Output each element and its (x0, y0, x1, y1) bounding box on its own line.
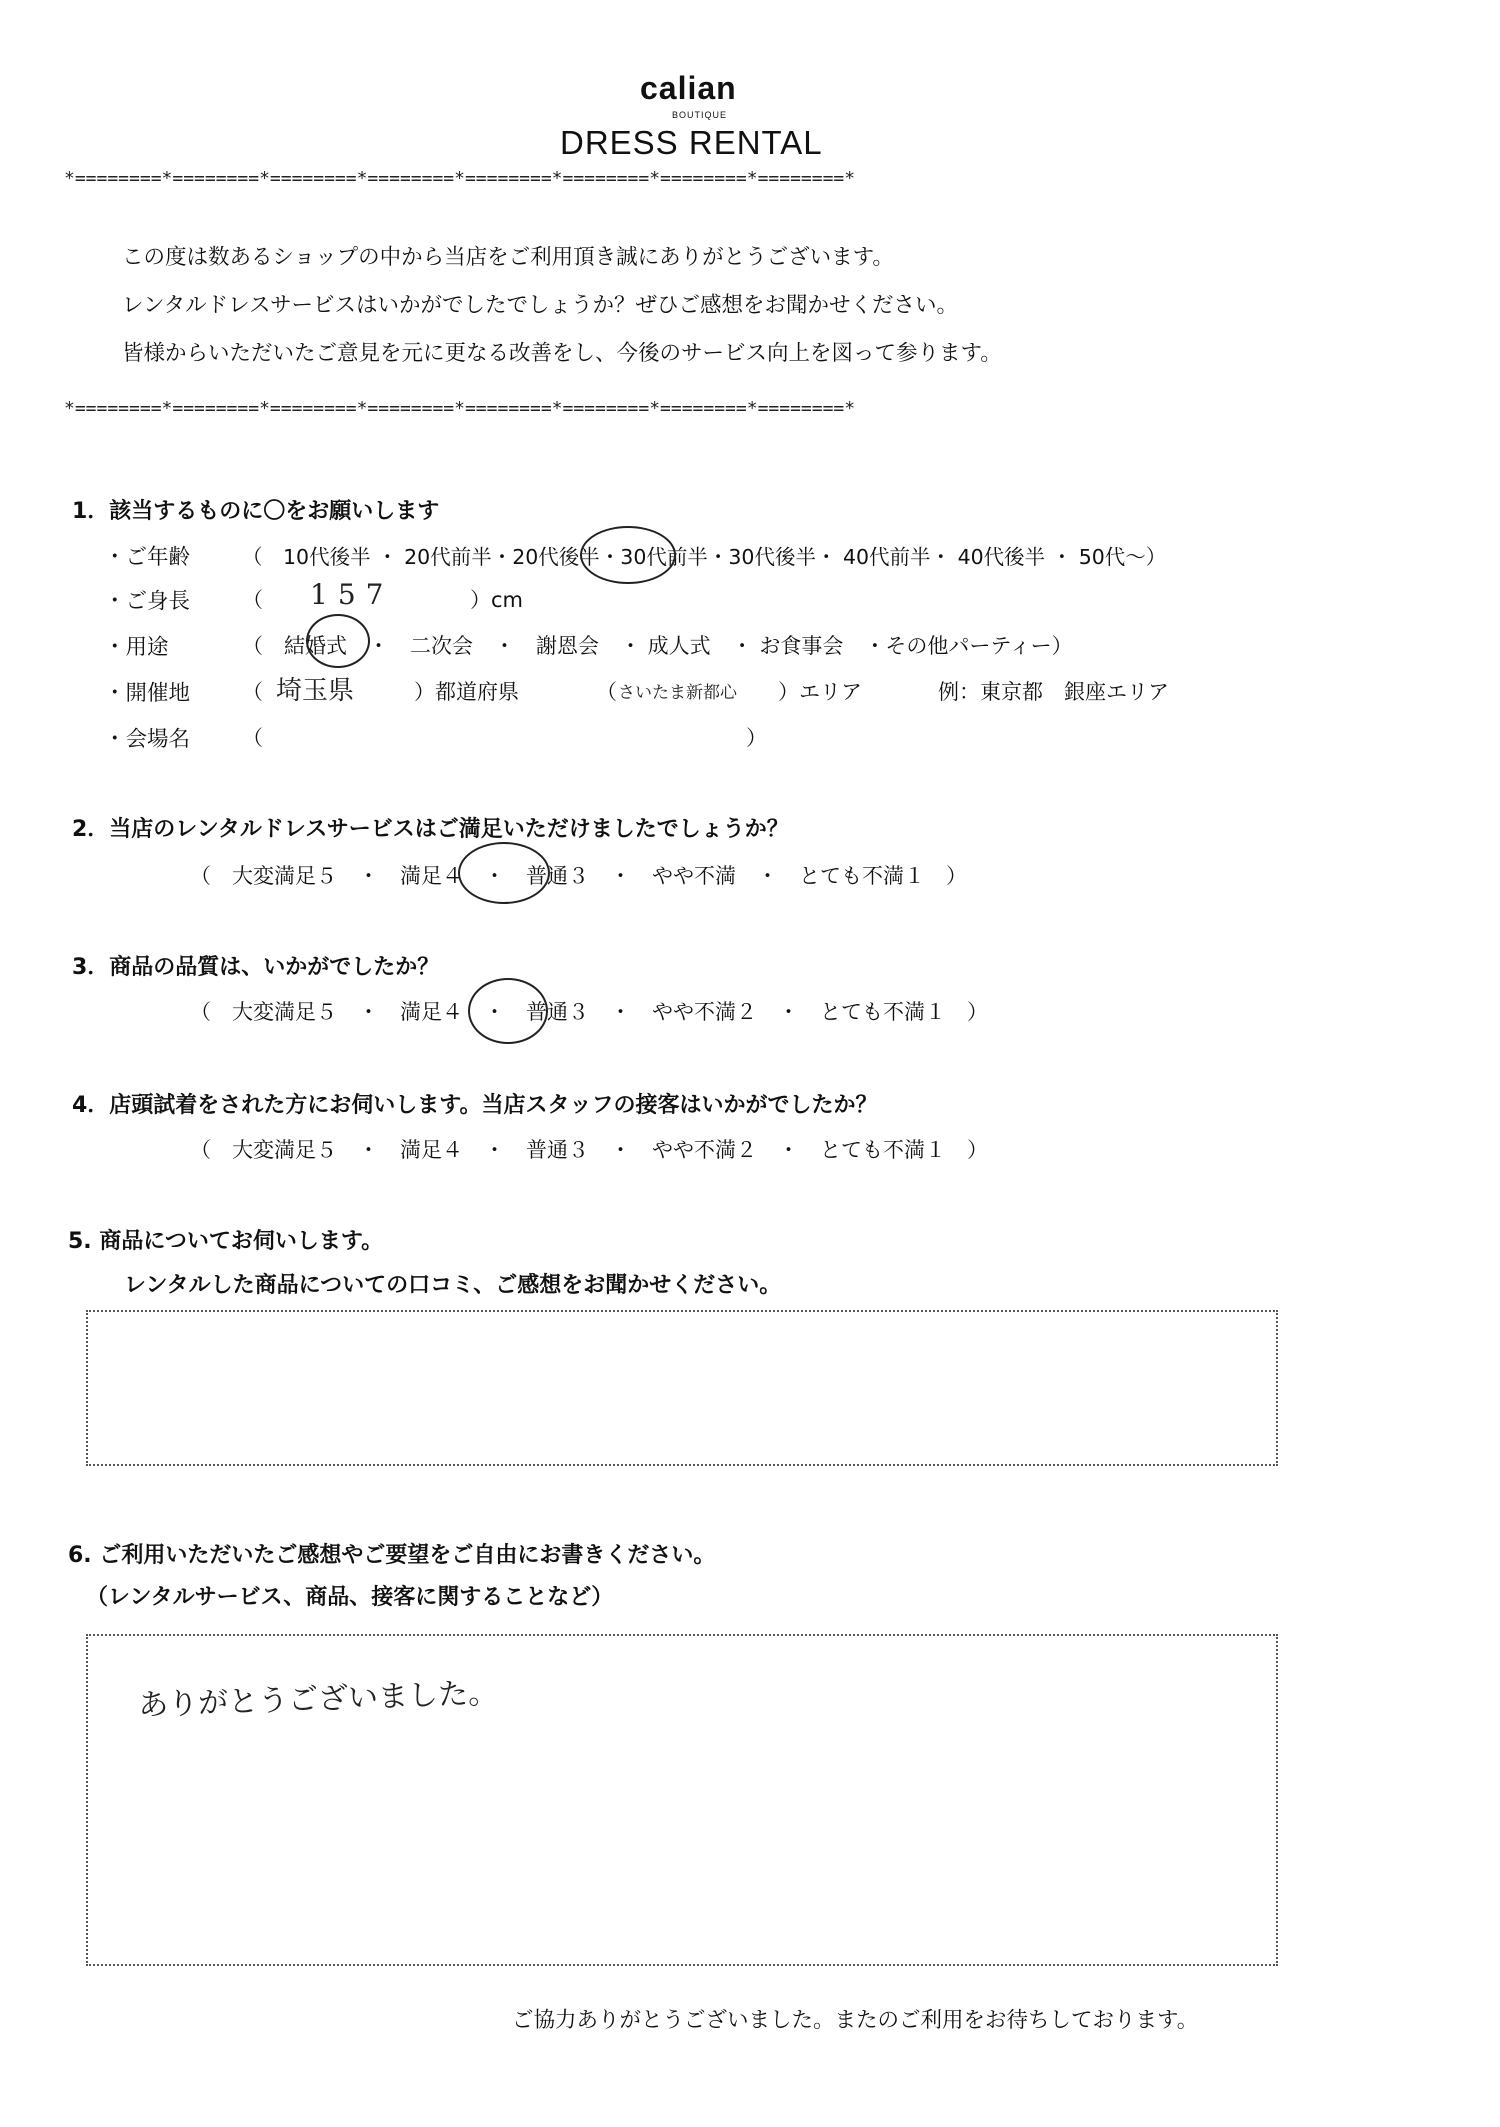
venue-area-open: （ (596, 680, 617, 704)
hall-value[interactable]: （ ） (242, 726, 767, 750)
purpose-selection-circle (306, 614, 370, 668)
height-unit: ）cm (470, 588, 524, 612)
venue-area-value[interactable]: さいたま新都心 (618, 683, 737, 703)
brand-logo: calian (640, 70, 737, 106)
footer-message: ご協力ありがとうございました。またのご利用をお待ちしております。 (512, 2008, 1199, 2033)
q6-answer-text: ありがとうございました。 (137, 1675, 499, 1724)
purpose-label: ・用途 (104, 635, 169, 660)
venue-example: 例：東京都 銀座エリア (938, 680, 1169, 704)
service-title: DRESS RENTAL (560, 124, 823, 161)
q2-title: 2．当店のレンタルドレスサービスはご満足いただけましたでしょうか？ (72, 817, 789, 842)
q3-selection-circle (468, 978, 548, 1044)
purpose-options: （ 結婚式 ・ 二次会 ・ 謝恩会 ・ 成人式 ・ お食事会 ・その他パーティー） (242, 634, 1073, 658)
q6-answer-box[interactable] (86, 1634, 1278, 1966)
q5-title: 5. 商品についてお伺いします。 (68, 1229, 384, 1254)
venue-area-suffix: ）エリア (778, 680, 862, 704)
q6-title: 6. ご利用いただいたご感想やご要望をご自由にお書きください。 (68, 1543, 716, 1568)
divider-bottom: *========*========*========*========*========*========*========*========* (64, 398, 856, 419)
age-selection-circle (580, 526, 676, 584)
intro-line-3: 皆様からいただいたご意見を元に更なる改善をし、今後のサービス向上を図って参ります。 (122, 341, 1002, 366)
q5-answer-box[interactable] (86, 1310, 1278, 1466)
venue-pref-suffix: ）都道府県 (414, 680, 519, 704)
q6-subtitle: （レンタルサービス、商品、接客に関することなど） (86, 1585, 614, 1610)
q4-title: 4．店頭試着をされた方にお伺いします。当店スタッフの接客はいかがでしたか？ (72, 1093, 878, 1118)
q1-title: 1．該当するものに〇をお願いします (72, 499, 440, 524)
divider-top: *========*========*========*========*========*========*========*========* (64, 168, 856, 189)
height-value[interactable]: 157 (310, 578, 394, 611)
venue-open: （ (242, 680, 263, 704)
height-open: （ (242, 588, 263, 612)
venue-pref-value[interactable]: 埼玉県 (276, 676, 355, 706)
intro-line-1: この度は数あるショップの中から当店をご利用頂き誠にありがとうございます。 (122, 245, 894, 270)
q5-subtitle: レンタルした商品についての口コミ、ご感想をお聞かせください。 (124, 1273, 782, 1298)
q2-options: （ 大変満足５ ・ 満足４ ・ 普通３ ・ やや不満 ・ とても不満１ ） (190, 864, 967, 888)
age-options: （ 10代後半 ・ 20代前半・20代後半・30代前半・30代後半・ 40代前半・ 40代後半 ・ 50代〜） (242, 545, 1167, 569)
venue-label: ・開催地 (104, 681, 191, 706)
hall-label: ・会場名 (104, 727, 191, 752)
q3-options: （ 大変満足５ ・ 満足４ ・ 普通３ ・ やや不満２ ・ とても不満１ ） (190, 1000, 988, 1024)
age-label: ・ご年齢 (104, 545, 191, 570)
height-label: ・ご身長 (104, 589, 191, 614)
brand-sub: BOUTIQUE (672, 110, 728, 120)
q4-options: （ 大変満足５ ・ 満足４ ・ 普通３ ・ やや不満２ ・ とても不満１ ） (190, 1138, 988, 1162)
intro-line-2: レンタルドレスサービスはいかがでしたでしょうか？ぜひご感想をお聞かせください。 (122, 293, 959, 318)
q2-selection-circle (458, 842, 550, 904)
q3-title: 3．商品の品質は、いかがでしたか？ (72, 955, 440, 980)
